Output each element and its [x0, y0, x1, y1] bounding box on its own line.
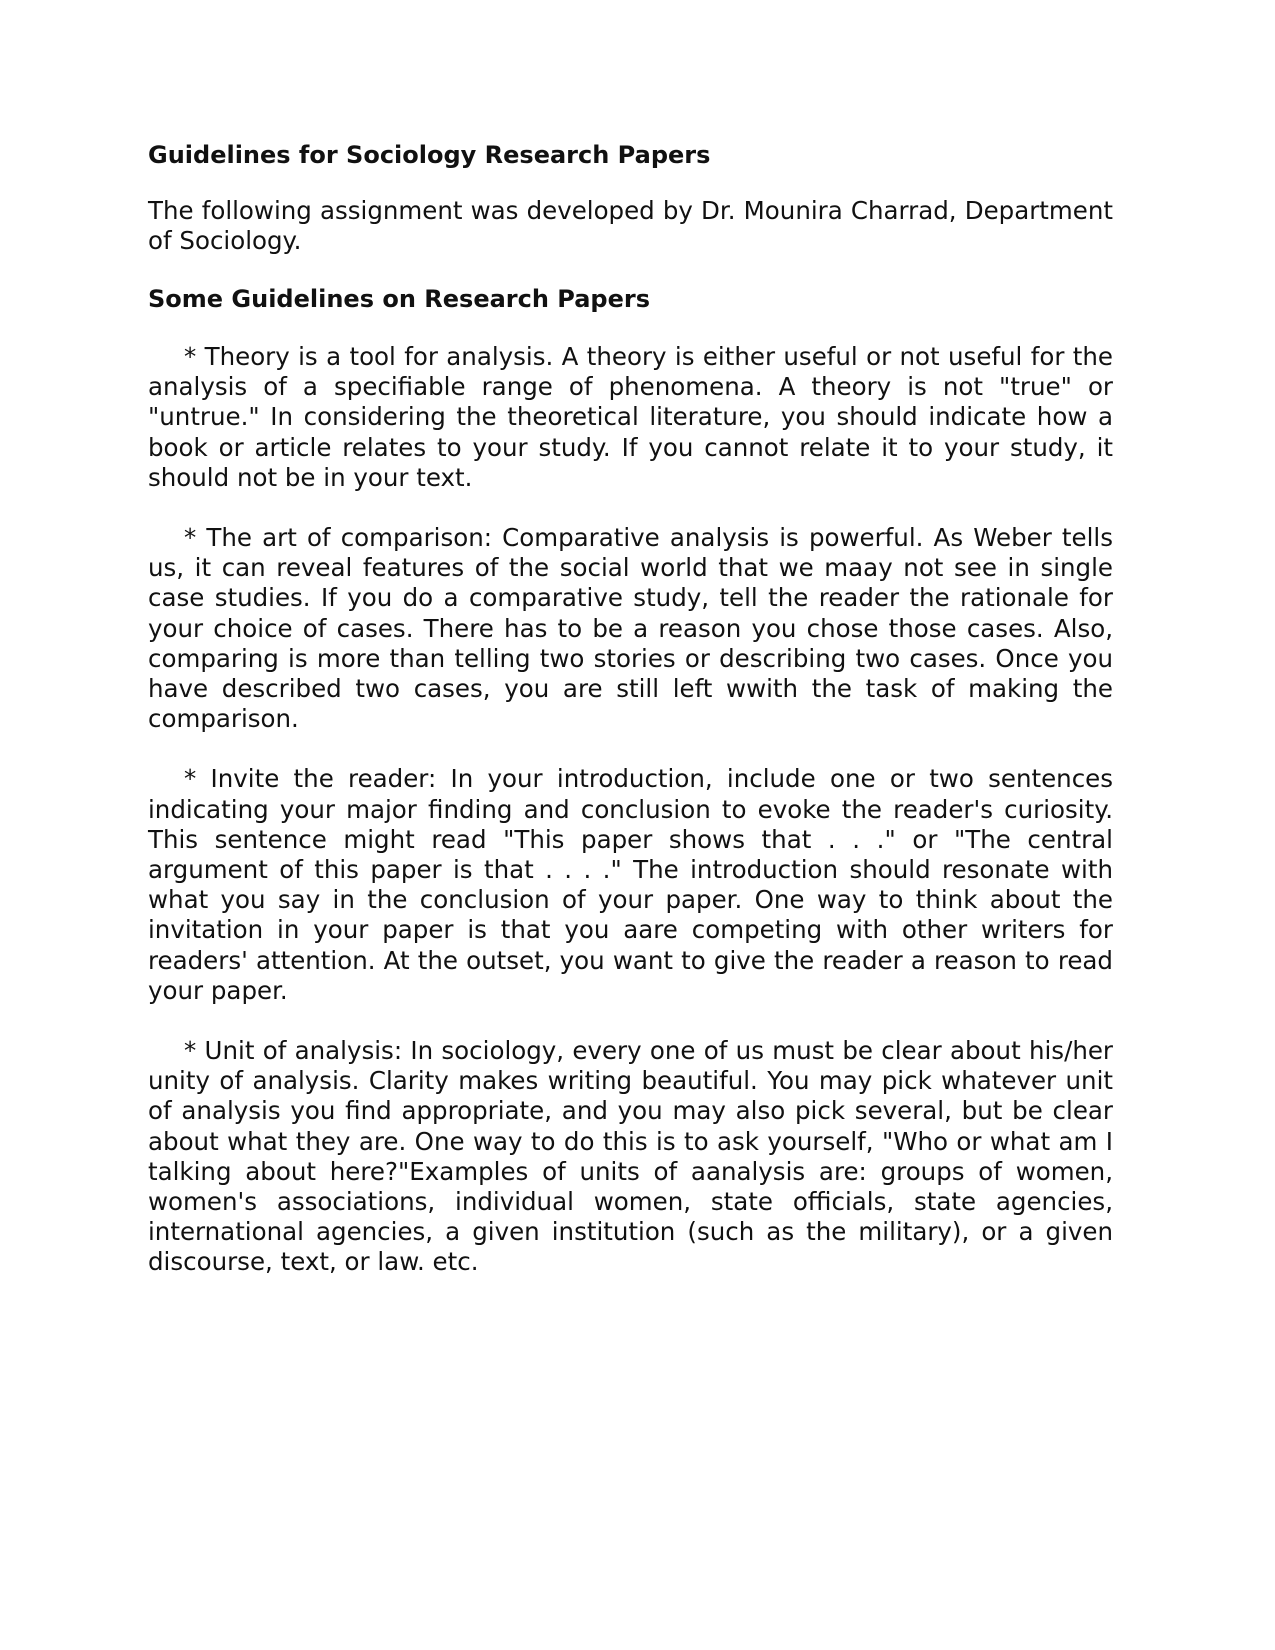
paragraph-invite-reader: * Invite the reader: In your introduction, include one or two sentences indicating your major finding and conclusion to evoke the reader's curiosity. This sentence might read "This paper shows that . . ." or "The central argument of this paper is that . . . ." The introduction should resonate with what you say in the conclusion of your paper. One way to think about the invitation in your paper is that you aare competing with other writers for readers' attention. At the outset, you want to give the reader a reason to read your paper.: [148, 764, 1113, 1005]
paragraph-theory: * Theory is a tool for analysis. A theory is either useful or not useful for the analysis of a specifiable range of phenomena. A theory is not "true" or "untrue." In considering the theoretical literature, you should indicate how a book or article relates to your study. If you cannot relate it to your study, it should not be in your text.: [148, 342, 1113, 492]
document-intro: The following assignment was developed by Dr. Mounira Charrad, Department of Sociology.: [148, 196, 1113, 255]
document-page: [148, 140, 1113, 1308]
document-title: Guidelines for Sociology Research Papers: [148, 141, 711, 169]
paragraph-comparison: * The art of comparison: Comparative analysis is powerful. As Weber tells us, it can reveal features of the social world that we maay not see in single case studies. If you do a comparative study, tell the reader the rationale for your choice of cases. There has to be a reason you chose those cases. Also, comparing is more than telling two stories or describing two cases. Once you have described two cases, you are still left wwith the task of making the comparison.: [148, 523, 1113, 734]
paragraph-unit-of-analysis: * Unit of analysis: In sociology, every one of us must be clear about his/her unity of analysis. Clarity makes writing beautiful. You may pick whatever unit of analysis you find appropriate, and you may also pick several, but be clear about what they are. One way to do this is to ask yourself, "Who or what am I talking about here?"Examples of units of aanalysis are: groups of women, women's associations, individual women, state officials, state agencies, international agencies, a given institution (such as the military), or a given discourse, text, or law. etc.: [148, 1036, 1113, 1277]
section-heading: Some Guidelines on Research Papers: [148, 285, 651, 313]
